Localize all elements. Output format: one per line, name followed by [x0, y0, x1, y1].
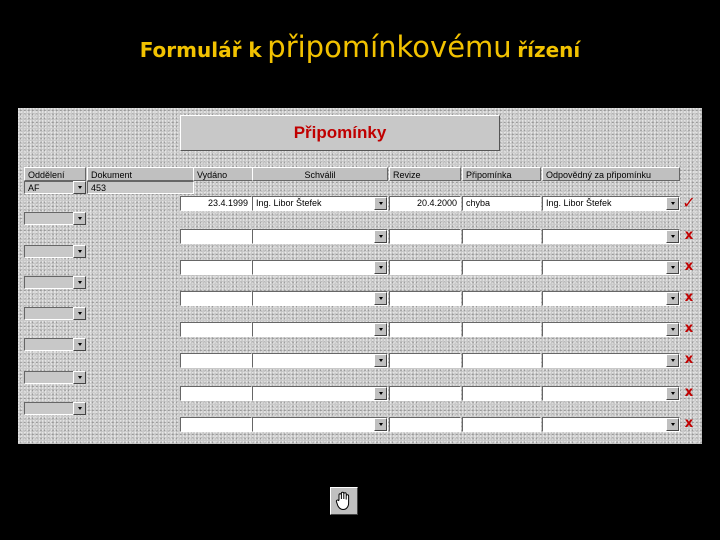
oddeleni-dropdown-button[interactable] [73, 402, 86, 415]
schvalil-dropdown-button[interactable] [374, 230, 387, 243]
oddeleni-field[interactable] [24, 338, 74, 351]
check-icon[interactable]: ✓ [682, 193, 696, 212]
header-schvalil: Schválil [252, 167, 388, 181]
x-icon[interactable]: x [684, 290, 694, 305]
x-icon[interactable]: x [684, 228, 694, 243]
oddeleni-field[interactable]: AF [24, 181, 86, 194]
vydano-field[interactable] [180, 353, 252, 368]
pripominka-field[interactable] [462, 417, 541, 432]
dropdown-arrow-icon [671, 392, 675, 395]
dropdown-arrow-icon [379, 328, 383, 331]
pripominka-field[interactable] [462, 386, 541, 401]
header-revize: Revize [389, 167, 461, 181]
title-part-1: Formulář k [139, 38, 262, 62]
x-icon[interactable]: x [684, 259, 694, 274]
revize-field[interactable] [389, 260, 461, 275]
dropdown-arrow-icon [78, 186, 82, 189]
dropdown-arrow-icon [671, 297, 675, 300]
dropdown-arrow-icon [78, 407, 82, 410]
vydano-field[interactable] [180, 322, 252, 337]
dropdown-arrow-icon [78, 376, 82, 379]
oddeleni-dropdown-button[interactable] [73, 181, 86, 194]
pripominka-field[interactable] [462, 353, 541, 368]
vydano-field[interactable] [180, 417, 252, 432]
oddeleni-dropdown-button[interactable] [73, 276, 86, 289]
oddeleni-field[interactable] [24, 245, 74, 258]
dropdown-arrow-icon [671, 266, 675, 269]
dropdown-arrow-icon [78, 217, 82, 220]
oddeleni-field[interactable] [24, 276, 74, 289]
dropdown-arrow-icon [78, 312, 82, 315]
form-heading-panel [180, 115, 500, 151]
form-heading: Připomínky [293, 123, 387, 142]
schvalil-dropdown-button[interactable] [374, 261, 387, 274]
odpovedny-dropdown-button[interactable] [666, 261, 679, 274]
odpovedny-field[interactable] [542, 353, 680, 368]
dropdown-arrow-icon [379, 202, 383, 205]
schvalil-field[interactable] [252, 229, 388, 244]
header-vydano: Vydáno [193, 167, 266, 181]
header-dokument: Dokument [87, 167, 194, 181]
revize-field[interactable] [389, 229, 461, 244]
revize-field[interactable] [389, 322, 461, 337]
odpovedny-field[interactable] [542, 291, 680, 306]
vydano-field[interactable]: 23.4.1999 [180, 196, 252, 211]
oddeleni-field[interactable] [24, 212, 74, 225]
hand-icon-button[interactable] [330, 487, 358, 515]
oddeleni-dropdown-button[interactable] [73, 307, 86, 320]
dropdown-arrow-icon [379, 359, 383, 362]
dropdown-arrow-icon [78, 343, 82, 346]
revize-field[interactable] [389, 353, 461, 368]
pripominka-field[interactable] [462, 322, 541, 337]
oddeleni-dropdown-button[interactable] [73, 212, 86, 225]
schvalil-dropdown-button[interactable] [374, 418, 387, 431]
revize-field[interactable] [389, 386, 461, 401]
schvalil-dropdown-button[interactable] [374, 354, 387, 367]
schvalil-dropdown-button[interactable] [374, 197, 387, 210]
schvalil-field[interactable] [252, 291, 388, 306]
revize-field[interactable] [389, 417, 461, 432]
oddeleni-field[interactable] [24, 371, 74, 384]
pripominka-field[interactable] [462, 291, 541, 306]
x-icon[interactable]: x [684, 321, 694, 336]
odpovedny-field[interactable] [542, 229, 680, 244]
vydano-field[interactable] [180, 229, 252, 244]
revize-field[interactable]: 20.4.2000 [389, 196, 461, 211]
schvalil-field[interactable] [252, 386, 388, 401]
odpovedny-dropdown-button[interactable] [666, 323, 679, 336]
dropdown-arrow-icon [379, 392, 383, 395]
dropdown-arrow-icon [78, 250, 82, 253]
pripominka-field[interactable] [462, 229, 541, 244]
title-part-2: připomínkovému [267, 30, 512, 64]
x-icon[interactable]: x [684, 385, 694, 400]
header-pripominka: Připomínka [462, 167, 541, 181]
schvalil-field[interactable] [252, 322, 388, 337]
vydano-field[interactable] [180, 260, 252, 275]
dropdown-arrow-icon [379, 423, 383, 426]
schvalil-dropdown-button[interactable] [374, 323, 387, 336]
dropdown-arrow-icon [78, 281, 82, 284]
header-oddeleni: Oddělení [24, 167, 86, 181]
odpovedny-dropdown-button[interactable] [666, 292, 679, 305]
odpovedny-field[interactable] [542, 322, 680, 337]
dokument-field[interactable]: 453 [87, 181, 194, 194]
x-icon[interactable]: x [684, 416, 694, 431]
odpovedny-dropdown-button[interactable] [666, 230, 679, 243]
odpovedny-field[interactable] [542, 417, 680, 432]
dropdown-arrow-icon [671, 235, 675, 238]
dropdown-arrow-icon [671, 202, 675, 205]
odpovedny-dropdown-button[interactable] [666, 387, 679, 400]
schvalil-dropdown-button[interactable] [374, 387, 387, 400]
odpovedny-dropdown-button[interactable] [666, 354, 679, 367]
oddeleni-dropdown-button[interactable] [73, 338, 86, 351]
odpovedny-field[interactable]: Ing. Libor Štefek [542, 196, 680, 211]
dropdown-arrow-icon [379, 235, 383, 238]
pripominka-field[interactable] [462, 260, 541, 275]
vydano-field[interactable] [180, 386, 252, 401]
schvalil-field[interactable] [252, 353, 388, 368]
hand-icon [335, 491, 353, 511]
schvalil-field[interactable] [252, 417, 388, 432]
schvalil-field[interactable] [252, 260, 388, 275]
odpovedny-field[interactable] [542, 386, 680, 401]
title-part-3: řízení [517, 38, 581, 62]
oddeleni-field[interactable] [24, 402, 74, 415]
dropdown-arrow-icon [671, 359, 675, 362]
oddeleni-dropdown-button[interactable] [73, 371, 86, 384]
dropdown-arrow-icon [671, 423, 675, 426]
revize-field[interactable] [389, 291, 461, 306]
oddeleni-field[interactable] [24, 307, 74, 320]
slide-title [0, 30, 720, 64]
odpovedny-field[interactable] [542, 260, 680, 275]
odpovedny-dropdown-button[interactable] [666, 197, 679, 210]
oddeleni-dropdown-button[interactable] [73, 245, 86, 258]
comments-form [18, 108, 702, 444]
x-icon[interactable]: x [684, 352, 694, 367]
odpovedny-dropdown-button[interactable] [666, 418, 679, 431]
schvalil-dropdown-button[interactable] [374, 292, 387, 305]
dropdown-arrow-icon [379, 297, 383, 300]
pripominka-field[interactable]: chyba [462, 196, 541, 211]
header-odpovedny: Odpovědný za připomínku [542, 167, 680, 181]
dropdown-arrow-icon [671, 328, 675, 331]
schvalil-field[interactable]: Ing. Libor Štefek [252, 196, 388, 211]
vydano-field[interactable] [180, 291, 252, 306]
dropdown-arrow-icon [379, 266, 383, 269]
